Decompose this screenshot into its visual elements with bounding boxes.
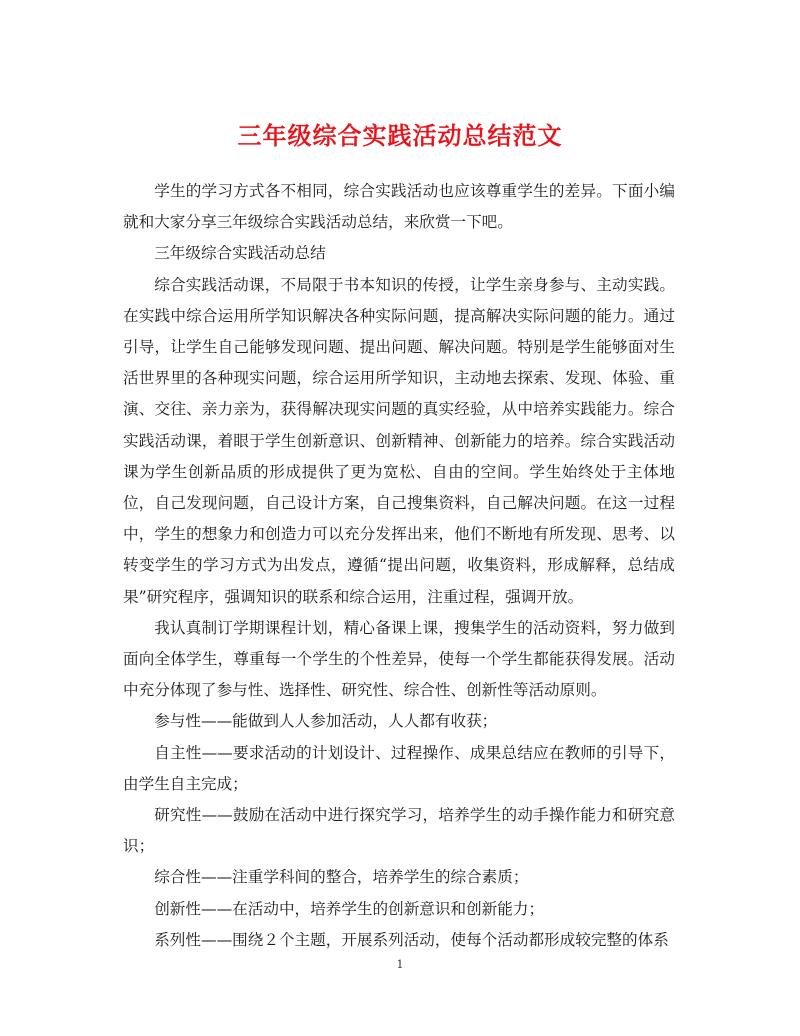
paragraph-comprehensive: 综合性——注重学科间的整合，培养学生的综合素质； (154, 868, 529, 887)
paragraph-subheading: 三年级综合实践活动总结 (154, 244, 326, 263)
paragraph-practice-course: 综合实践活动课，不局限于书本知识的传授，让学生亲身参与、主动实践。在实践中综合运用所学知识解决各种实际问题，提高解决实际问题的能力。通过引导，让学生自己能够发现问题、提出问题、解决问题。特别是学生能够面对生活世界里的各种现实问题，综合运用所学知识，主动地去探索、发现、体验、重演、交往、亲力亲为，获得解决现实问题的真实经验，从中培养实践能力。综合实践活动课，着眼于学生创新意识、创新精神、创新能力的培养。综合实践活动课为学生创新品质的形成提供了更为宽松、自由的空间。学生始终处于主体地位，自己发现问题，自己设计方案，自己搜集资料，自己解决问题。在这一过程中，学生的想象力和创造力可以充分发挥出来，他们不断地有所发现、思考、以转变学生的学习方式为出发点，遵循“提出问题，收集资料，形成解释，总结成果”研究程序，强调知识的联系和综合运用，注重过程，强调开放。 (123, 275, 675, 606)
document-body (123, 176, 675, 956)
paragraph-autonomy: 自主性——要求活动的计划设计、过程操作、成果总结应在教师的引导下，由学生自主完成； (123, 743, 675, 793)
document-title: 三年级综合实践活动总结范文 (237, 121, 563, 151)
paragraph-intro: 学生的学习方式各不相同，综合实践活动也应该尊重学生的差异。下面小编就和大家分享三年级综合实践活动总结，来欣赏一下吧。 (123, 182, 675, 232)
paragraph-participation: 参与性——能做到人人参加活动，人人都有收获； (154, 712, 498, 731)
paragraph-series: 系列性——围绕２个主题，开展系列活动，使每个活动都形成较完整的体系 (154, 930, 669, 949)
paragraph-innovation: 创新性——在活动中，培养学生的创新意识和创新能力； (154, 899, 545, 918)
paragraph-course-plan: 我认真制订学期课程计划，精心备课上课，搜集学生的活动资料，努力做到面向全体学生，尊重每一个学生的个性差异，使每一个学生都能获得发展。活动中充分体现了参与性、选择性、研究性、综合性、创新性等活动原则。 (123, 618, 675, 700)
page-number: 1 (396, 958, 404, 971)
paragraph-research: 研究性——鼓励在活动中进行探究学习，培养学生的动手操作能力和研究意识； (123, 806, 675, 856)
